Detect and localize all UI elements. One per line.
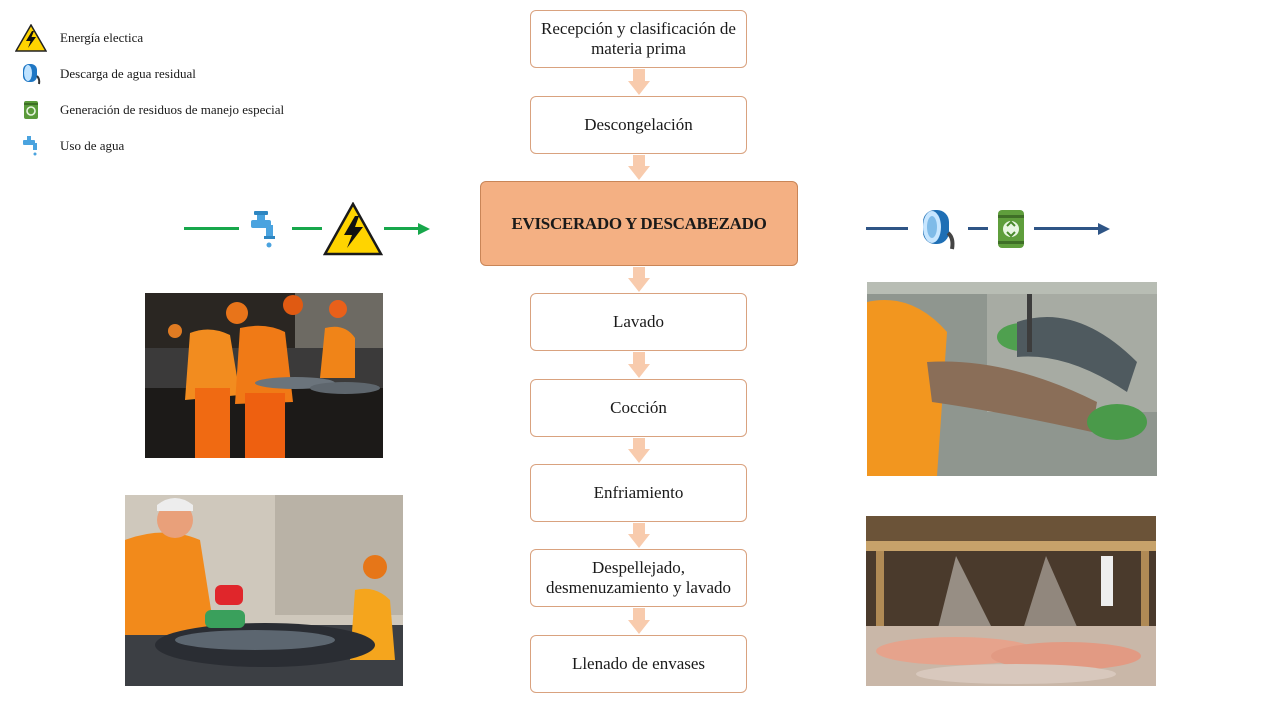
water-faucet-icon [246,210,282,250]
down-arrow-icon [628,438,650,463]
legend-label: Generación de residuos de manejo especial [60,102,285,117]
down-arrow-icon [628,267,650,292]
steam-cooking-fish-photo [866,516,1156,686]
recycle-bin-icon [994,207,1028,251]
legend-item-energy [14,23,143,53]
wastewater-drum-icon [14,59,48,89]
input-line [292,227,322,230]
step-reception: Recepción y clasificación de materia prima [530,10,747,68]
down-arrow-icon [628,523,650,548]
step-gutting: EVISCERADO Y DESCABEZADO [480,181,798,266]
legend-label: Uso de agua [60,138,125,153]
warning-electric-icon [322,201,384,257]
step-thawing: Descongelación [530,96,747,154]
legend-label: Energía electica [60,30,144,45]
down-arrow-icon [628,69,650,95]
legend-item-water [14,131,124,161]
output-line [1034,227,1100,230]
input-line [184,227,239,230]
workers-gutting-line-photo [145,293,383,458]
output-line [968,227,988,230]
down-arrow-icon [628,608,650,634]
step-skinning: Despellejado, desmenuzamiento y lavado [530,549,747,607]
water-faucet-icon [14,131,48,161]
down-arrow-icon [628,155,650,180]
worker-cutting-fish-photo [125,495,403,686]
step-cooling: Enfriamiento [530,464,747,522]
output-line [866,227,908,230]
legend-label: Descarga de agua residual [60,66,196,81]
step-washing: Lavado [530,293,747,351]
gloved-hands-fish-photo [867,282,1157,476]
output-arrowhead [1098,223,1110,235]
step-cooking: Cocción [530,379,747,437]
legend-item-waste [14,95,284,125]
down-arrow-icon [628,352,650,378]
wastewater-drum-icon [918,207,960,253]
input-line [384,227,420,230]
warning-electric-icon [14,23,48,53]
input-arrowhead [418,223,430,235]
recycle-bin-icon [14,95,48,125]
step-filling: Llenado de envases [530,635,747,693]
legend-item-wastewater [14,59,196,89]
